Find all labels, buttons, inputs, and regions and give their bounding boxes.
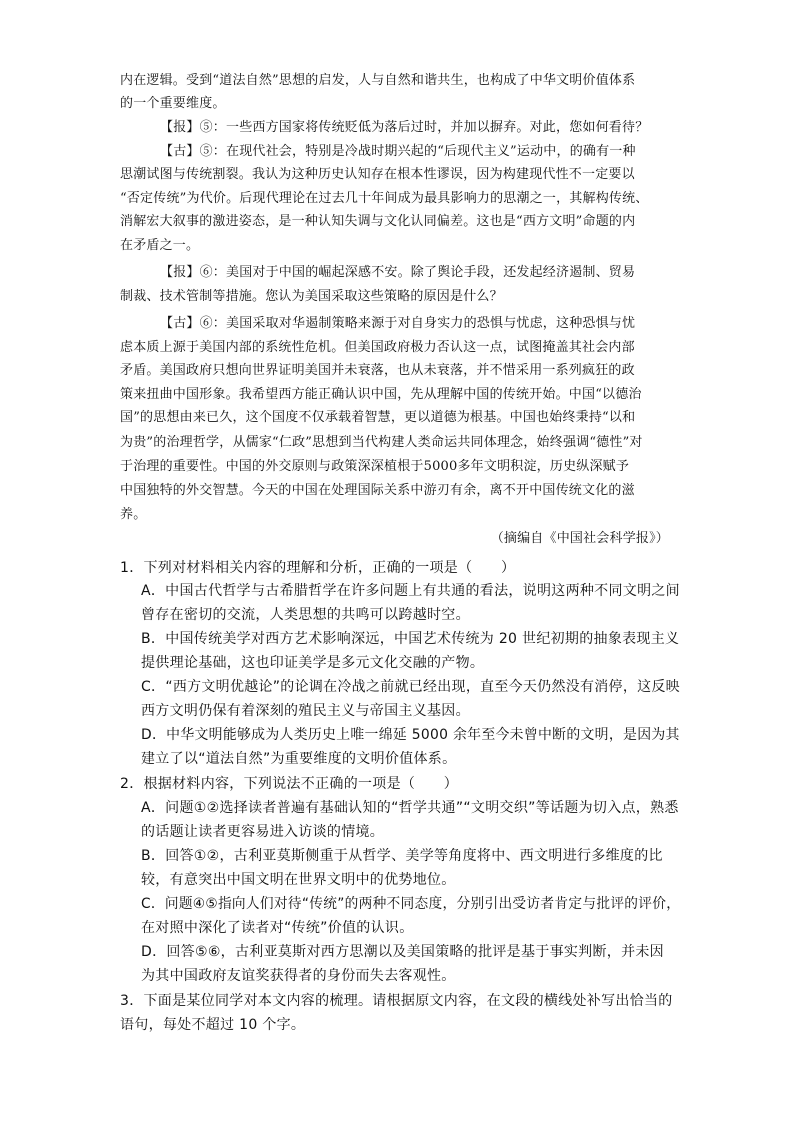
passage-line: 策来扭曲中国形象。我希望西方能正确认识中国，先从理解中国的传统开始。中国“以德治: [120, 387, 642, 402]
question-line: C．“西方文明优越论”的论调在冷战之前就已经出现，直至今天仍然没有消停，这反映: [141, 679, 680, 695]
question-line: 2．根据材料内容，下列说法不正确的一项是（ ）: [120, 776, 459, 792]
source-citation: （摘编自《中国社会科学报》）: [490, 531, 669, 546]
question-line: 西方文明仍保有着深刻的殖民主义与帝国主义基因。: [141, 703, 470, 719]
passage-line: “否定传统”为代价。后现代理论在过去几十年间成为最具影响力的思潮之一，其解构传统、: [120, 191, 649, 206]
question-line: A．中国古代哲学与古希腊哲学在许多问题上有共通的看法，说明这两种不同文明之间: [141, 583, 680, 599]
passage-line: 为贵”的治理哲学，从儒家“仁政”思想到当代构建人类命运共同体理念，始终强调“德性”对: [120, 435, 643, 450]
question-line: 在对照中深化了读者对“传统”价值的认识。: [141, 920, 414, 936]
question-line: 曾存在密切的交流，人类思想的共鸣可以跨越时空。: [141, 607, 470, 623]
question-line: 建立了以“道法自然”为重要维度的文明价值体系。: [141, 751, 457, 767]
question-line: 语句，每处不超过 10 个字。: [120, 1017, 306, 1033]
passage-line: 虑本质上源于美国内部的系统性危机。但美国政府极力否认这一点，试图掩盖其社会内部: [120, 340, 635, 355]
question-line: C．问题④⑤指向人们对待“传统”的两种不同态度，分别引出受访者肯定与批评的评价，: [141, 896, 681, 912]
passage-line: 的一个重要维度。: [120, 96, 226, 111]
passage-line: 【报】⑥：美国对于中国的崛起深感不安。除了舆论手段，还发起经济遏制、贸易: [160, 265, 636, 280]
passage-line: 内在逻辑。受到“道法自然”思想的启发，人与自然和谐共生，也构成了中华文明价值体系: [120, 73, 636, 88]
passage-line: 【报】⑤：一些西方国家将传统贬低为落后过时，并加以摒弃。对此，您如何看待？: [160, 120, 649, 135]
question-line: B．中国传统美学对西方艺术影响深远，中国艺术传统为 20 世纪初期的抽象表现主义: [141, 631, 680, 647]
passage-line: 中国独特的外交智慧。今天的中国在处理国际关系中游刃有余，离不开中国传统文化的滋: [120, 483, 635, 498]
question-line: 的话题让读者更容易进入访谈的情境。: [141, 824, 385, 840]
passage-line: 消解宏大叙事的激进姿态，是一种认知失调与文化认同偏差。这也是“西方文明”命题的内: [120, 214, 636, 229]
question-line: 较，有意突出中国文明在世界文明中的优势地位。: [141, 872, 456, 888]
passage-line: 在矛盾之一。: [120, 238, 200, 253]
question-line: 提供理论基础，这也印证美学是多元文化交融的产物。: [141, 655, 485, 671]
passage-line: 国”的思想由来已久，这个国度不仅承载着智慧，更以道德为根基。中国也始终秉持“以和: [120, 410, 636, 425]
question-line: 1．下列对材料相关内容的理解和分析，正确的一项是（ ）: [120, 560, 516, 576]
passage-line: 制裁、技术管制等措施。您认为美国采取这些策略的原因是什么？: [120, 289, 503, 304]
passage-line: 思潮试图与传统割裂。我认为这种历史认知存在根本性谬误，因为构建现代性不一定要以: [120, 167, 635, 182]
question-line: B．回答①②，古利亚莫斯侧重于从哲学、美学等角度将中、西文明进行多维度的比: [141, 848, 663, 864]
question-line: 为其中国政府友谊奖获得者的身份而失去客观性。: [141, 968, 456, 984]
passage-line: 于治理的重要性。中国的外交原则与政策深深植根于5000多年文明积淀，历史纵深赋予: [120, 459, 630, 474]
question-line: D．回答⑤⑥，古利亚莫斯对西方思潮以及美国策略的批评是基于事实判断，并未因: [141, 944, 664, 960]
question-line: D．中华文明能够成为人类历史上唯一绵延 5000 余年至今未曾中断的文明，是因为其: [141, 727, 680, 743]
passage-line: 养。: [120, 507, 147, 522]
passage-line: 【古】⑤：在现代社会，特别是冷战时期兴起的“后现代主义”运动中，的确有一种: [160, 144, 636, 159]
passage-line: 【古】⑥：美国采取对华遏制策略来源于对自身实力的恐惧与忧虑，这种恐惧与忧: [160, 316, 636, 331]
question-line: A．问题①②选择读者普遍有基础认知的“哲学共通”“文明交织”等话题为切入点，熟悉: [141, 800, 679, 816]
passage-line: 矛盾。美国政府只想向世界证明美国并未衰落，也从未衰落，并不惜采用一系列疯狂的政: [120, 363, 635, 378]
question-line: 3．下面是某位同学对本文内容的梳理。请根据原文内容，在文段的横线处补写出恰当的: [120, 993, 673, 1009]
